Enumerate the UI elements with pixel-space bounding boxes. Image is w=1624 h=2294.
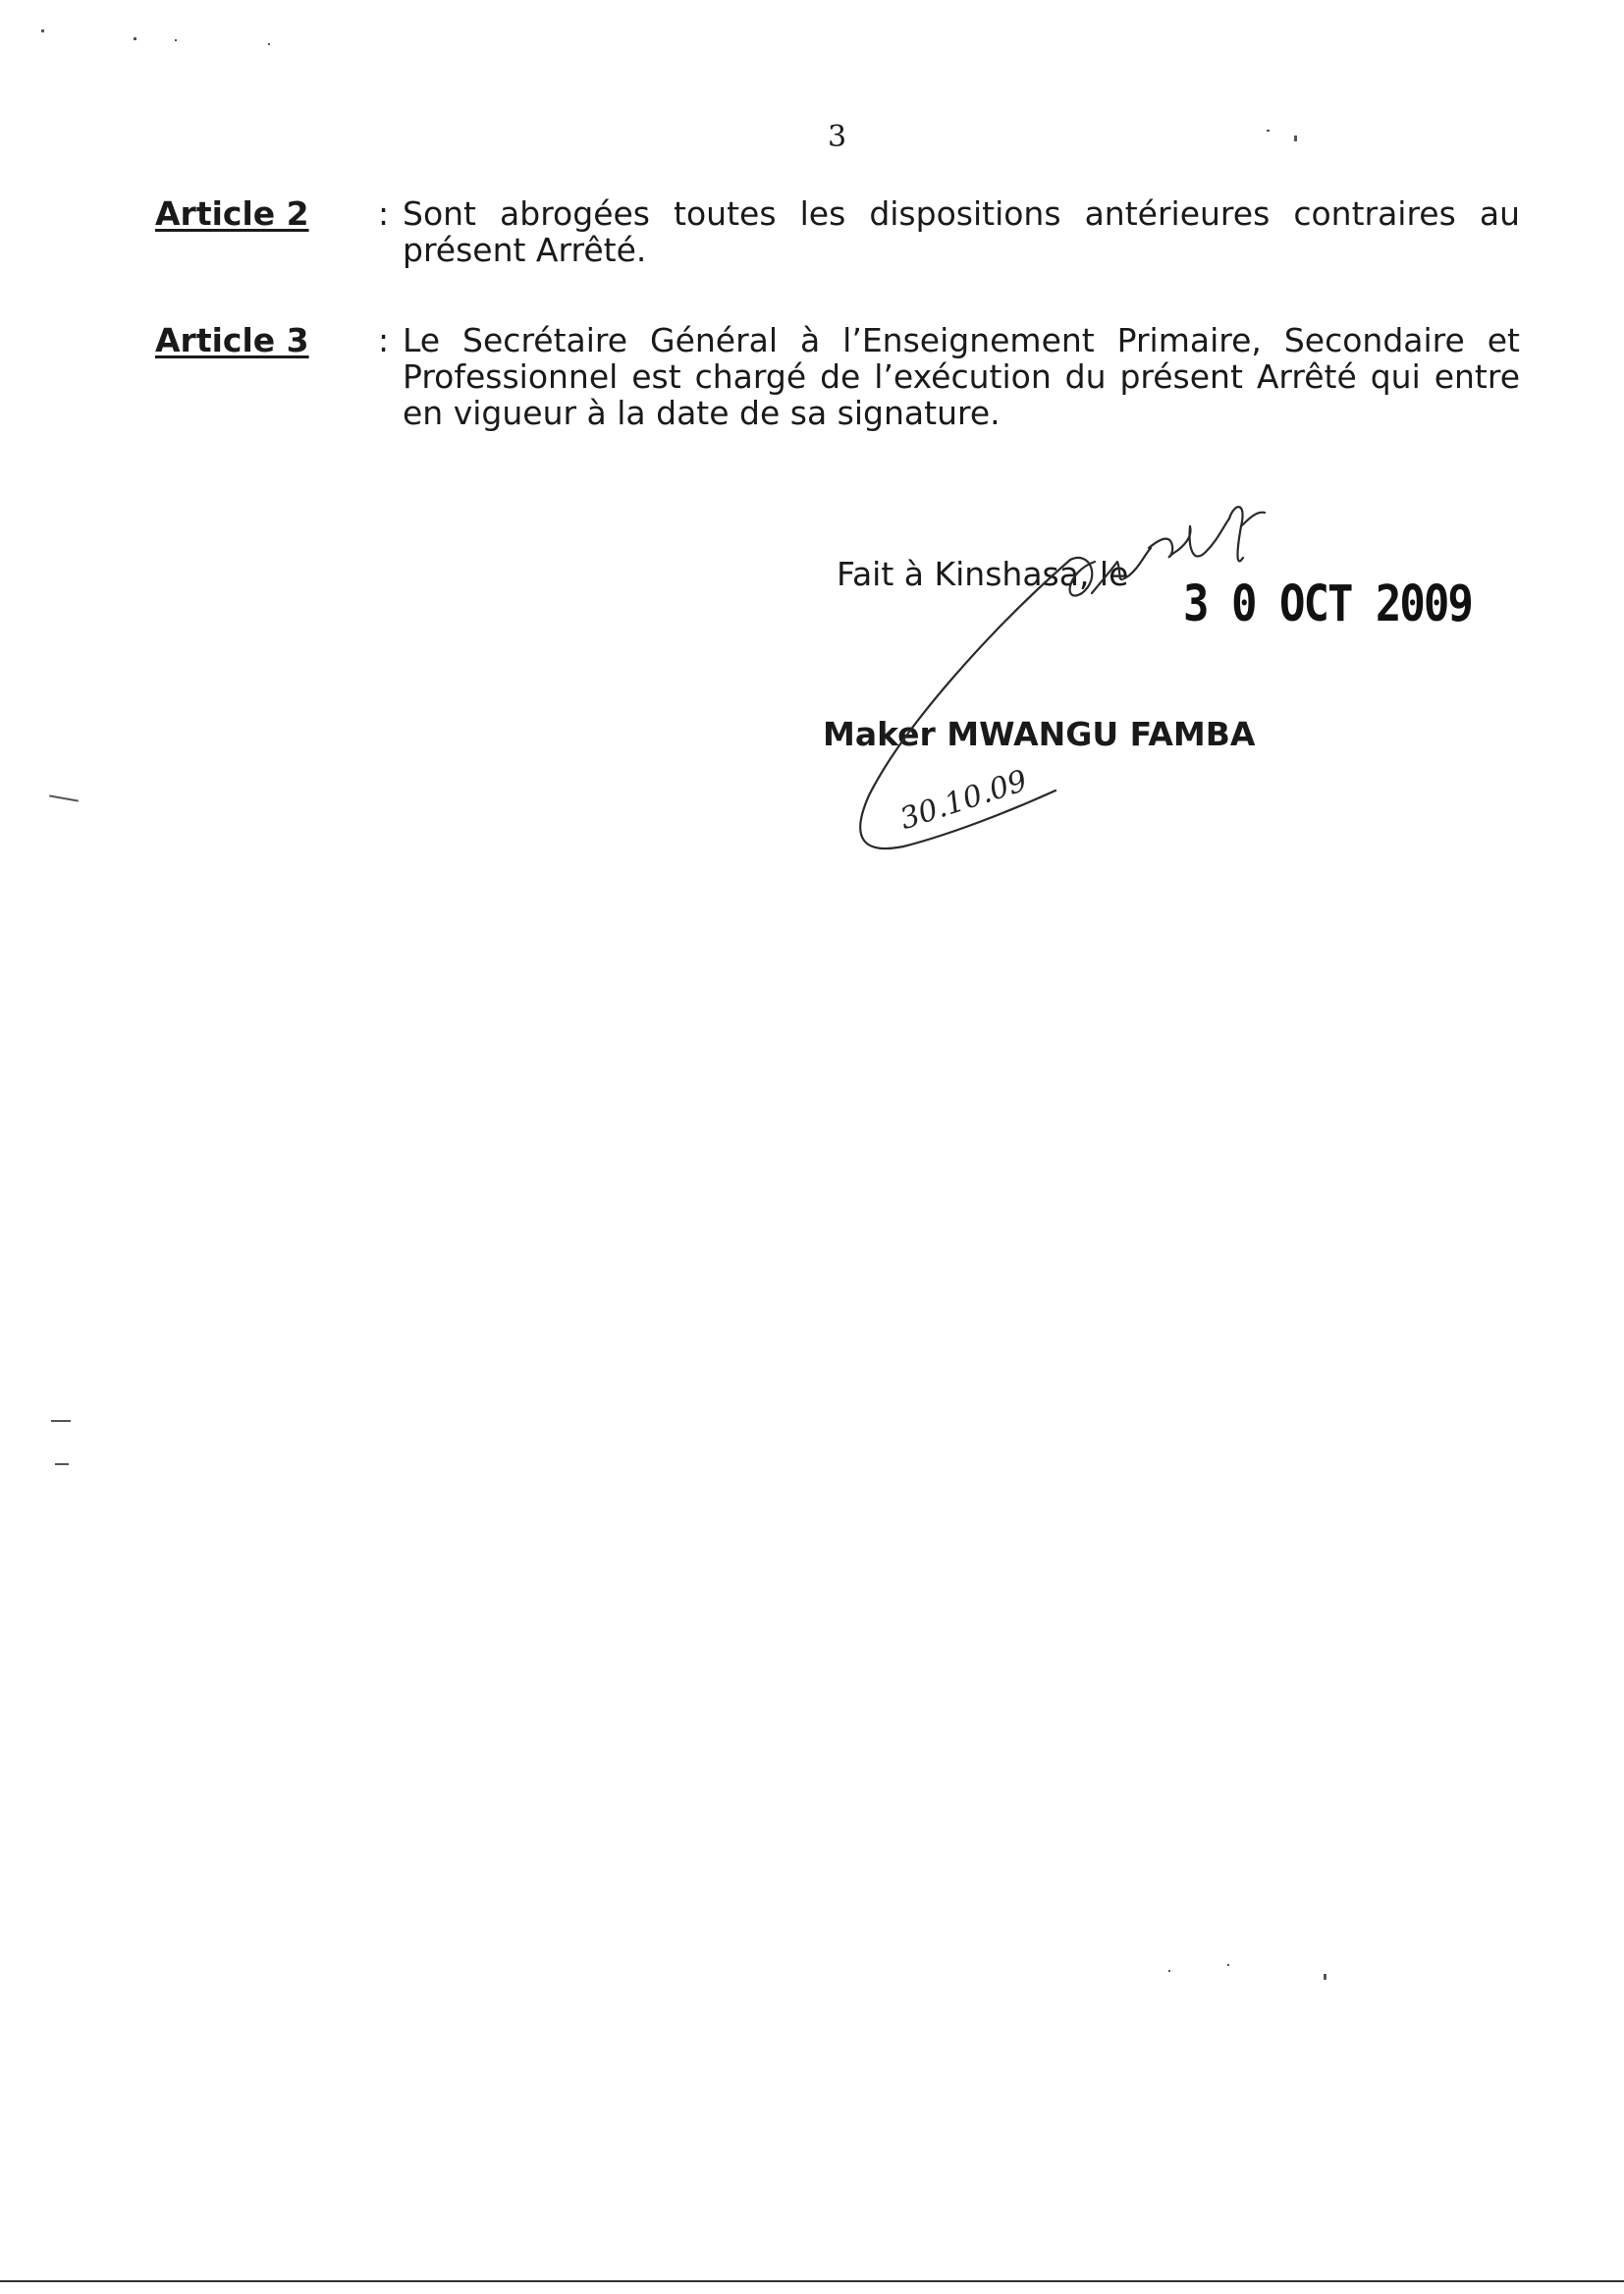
- stamp-date: 3 0 OCT 2009: [1183, 575, 1472, 633]
- scan-speck: [1227, 1964, 1229, 1966]
- scan-speck: [268, 43, 270, 45]
- scan-speck: [134, 37, 136, 40]
- place-date: Fait à Kinshasa, le: [837, 555, 1129, 593]
- article-2-colon: :: [378, 194, 390, 233]
- bottom-rule: [0, 2280, 1624, 2282]
- scan-speck: [1294, 136, 1297, 141]
- scan-speck: [1168, 1970, 1170, 1972]
- article-3-colon: :: [378, 321, 390, 359]
- scan-speck: [41, 29, 44, 32]
- handwritten-date: 30.10.09: [895, 763, 1032, 838]
- article-2-label: Article 2: [155, 194, 309, 233]
- scan-speck: [55, 1463, 69, 1465]
- article-3-text: Le Secrétaire Général à l’Enseignement Primaire, Secondaire et Professionnel est chargé de l’exécution du présent Arrêté qui entre en vigueur à la date de sa signature.: [403, 321, 1520, 432]
- scan-speck: [175, 39, 177, 41]
- scan-speck: [51, 1420, 71, 1422]
- scan-speck: [49, 794, 79, 801]
- signatory-name: Maker MWANGU FAMBA: [823, 715, 1256, 753]
- scan-speck: [1267, 130, 1270, 132]
- article-2-text: Sont abrogées toutes les dispositions antérieures contraires au présent Arrêté.: [403, 194, 1520, 269]
- page-number: 3: [828, 120, 847, 154]
- scan-speck: [1324, 1974, 1326, 1980]
- article-3-label: Article 3: [155, 321, 309, 359]
